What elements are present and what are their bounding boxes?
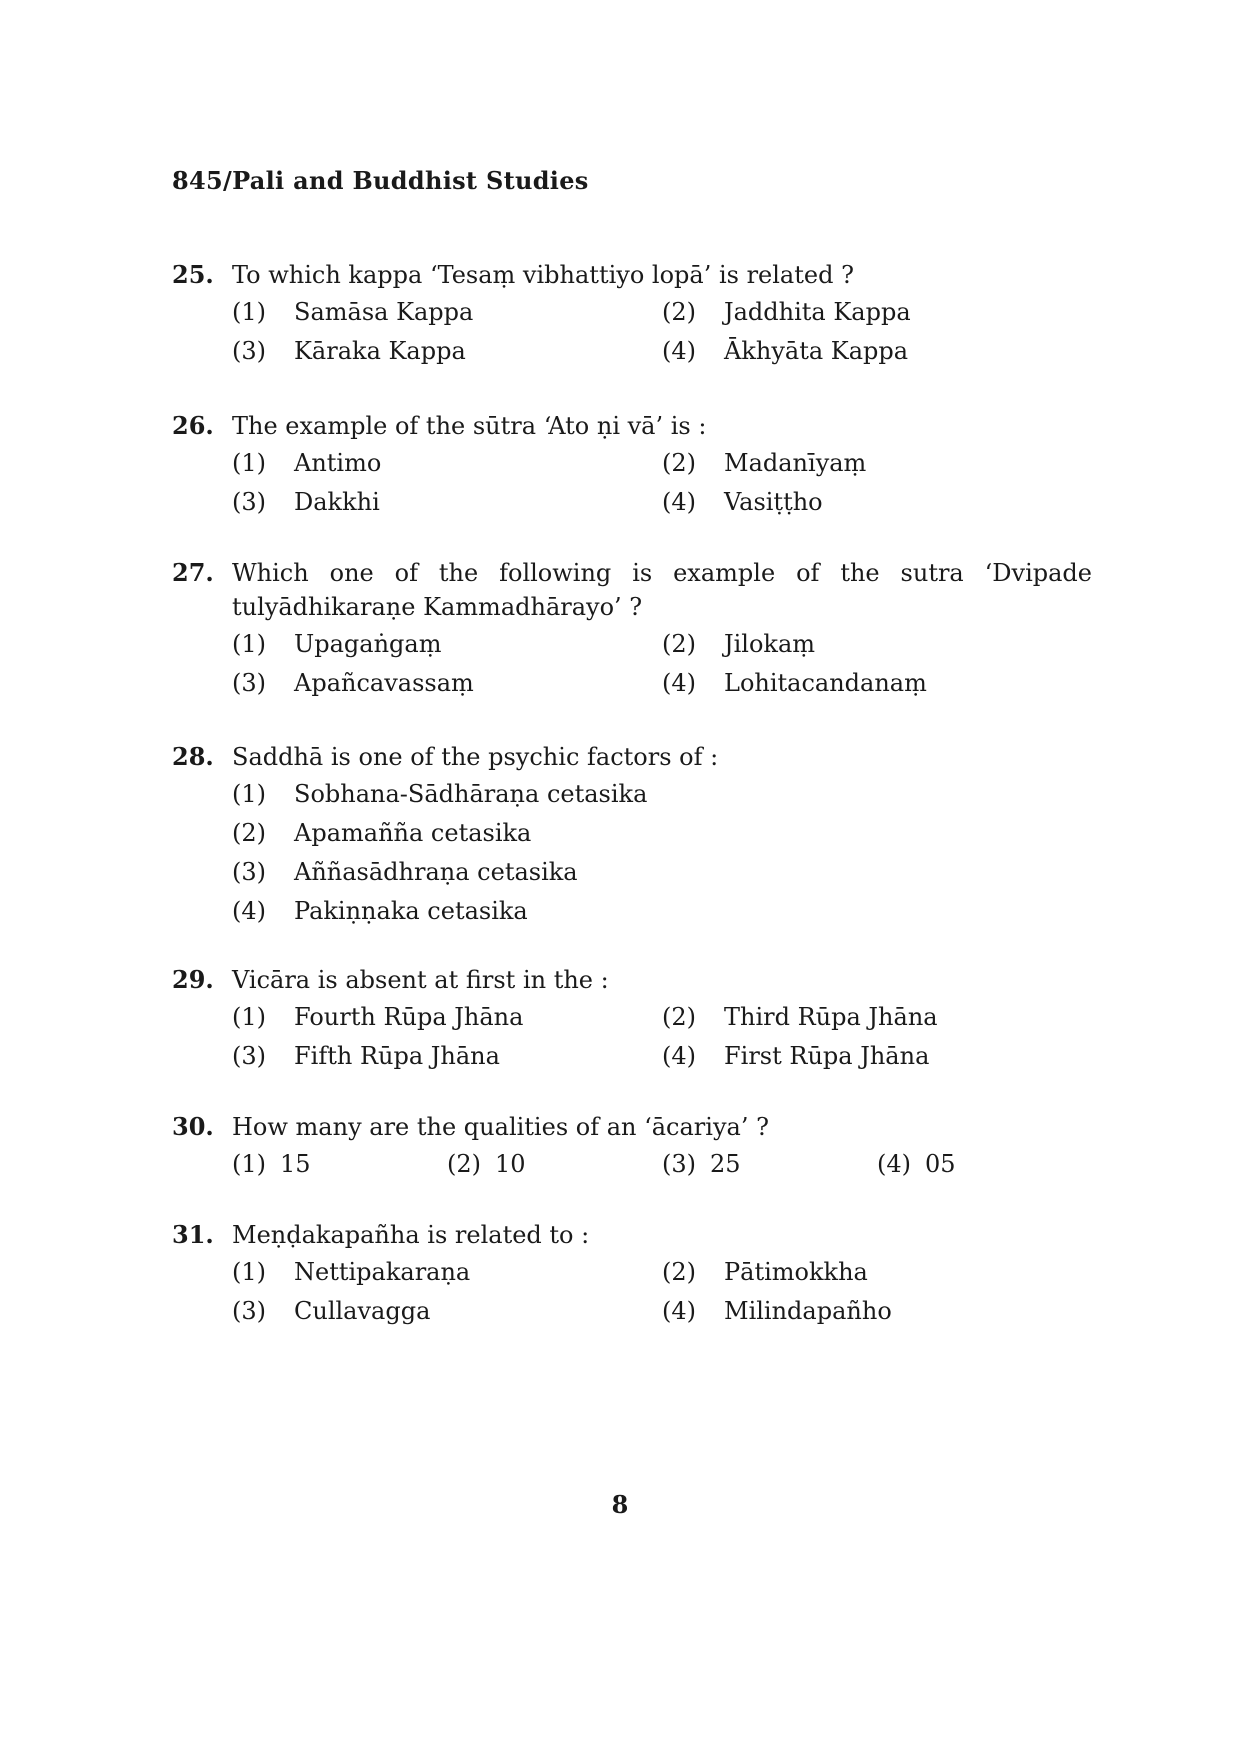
option-1: (1) Nettipakaraṇa: [232, 1258, 471, 1286]
option-2: (2) Madanīyaṃ: [662, 449, 867, 477]
question-26: [172, 409, 1092, 527]
question-number: 28.: [172, 742, 214, 771]
option-4: (4) Pakiṇṇaka cetasika: [232, 897, 528, 925]
option-1: (1) Fourth Rūpa Jhāna: [232, 1003, 524, 1031]
option-3: (3) Cullavagga: [232, 1297, 431, 1325]
option-2: (2) Jilokaṃ: [662, 630, 816, 658]
option-3: (3) Apañcavassaṃ: [232, 669, 474, 697]
question-number: 27.: [172, 558, 214, 587]
question-25: [172, 258, 1092, 376]
question-text: How many are the qualities of an ‘ācariya’ ?: [232, 1113, 769, 1141]
option-4: (4) 05: [877, 1150, 956, 1178]
question-text: Meṇḍakapañha is related to :: [232, 1221, 590, 1249]
option-2: (2) Jaddhita Kappa: [662, 298, 911, 326]
question-text: To which kappa ‘Tesaṃ vibhattiyo lopā’ is related ?: [232, 261, 854, 289]
question-number: 31.: [172, 1220, 214, 1249]
option-1: (1) 15: [232, 1150, 311, 1178]
option-3: (3) Kāraka Kappa: [232, 337, 466, 365]
option-2: (2) Pātimokkha: [662, 1258, 868, 1286]
question-text: Which one of the following is example of the sutra ‘Dvipade tulyādhikaraṇe Kammadhārayo’ ?: [232, 559, 1092, 621]
option-4: (4) Lohitacandanaṃ: [662, 669, 927, 697]
option-1: (1) Upagaṅgaṃ: [232, 630, 442, 658]
option-3: (3) Aññasādhraṇa cetasika: [232, 858, 578, 886]
option-4: (4) Ākhyāta Kappa: [662, 337, 909, 365]
question-text: Vicāra is absent at first in the :: [232, 966, 609, 994]
option-3: (3) 25: [662, 1150, 741, 1178]
page-number: 8: [611, 1490, 629, 1519]
question-number: 30.: [172, 1112, 214, 1141]
question-text: The example of the sūtra ‘Ato ṇi vā’ is :: [232, 412, 707, 440]
question-31: [172, 1218, 1092, 1336]
option-1: (1) Sobhana-Sādhāraṇa cetasika: [232, 780, 648, 808]
option-2: (2) Third Rūpa Jhāna: [662, 1003, 938, 1031]
question-text: Saddhā is one of the psychic factors of :: [232, 743, 719, 771]
option-4: (4) Milindapañho: [662, 1297, 892, 1325]
question-30: [172, 1110, 1092, 1189]
page-header: 845/Pali and Buddhist Studies: [172, 166, 589, 195]
option-4: (4) First Rūpa Jhāna: [662, 1042, 930, 1070]
option-4: (4) Vasiṭṭho: [662, 488, 823, 516]
question-number: 26.: [172, 411, 214, 440]
option-2: (2) Apamañña cetasika: [232, 819, 532, 847]
question-27: [172, 556, 1092, 708]
question-number: 29.: [172, 965, 214, 994]
question-number: 25.: [172, 260, 214, 289]
question-28: [172, 740, 1092, 936]
option-1: (1) Samāsa Kappa: [232, 298, 474, 326]
option-3: (3) Dakkhi: [232, 488, 380, 516]
question-29: [172, 963, 1092, 1081]
option-2: (2) 10: [447, 1150, 526, 1178]
option-1: (1) Antimo: [232, 449, 382, 477]
option-3: (3) Fifth Rūpa Jhāna: [232, 1042, 500, 1070]
